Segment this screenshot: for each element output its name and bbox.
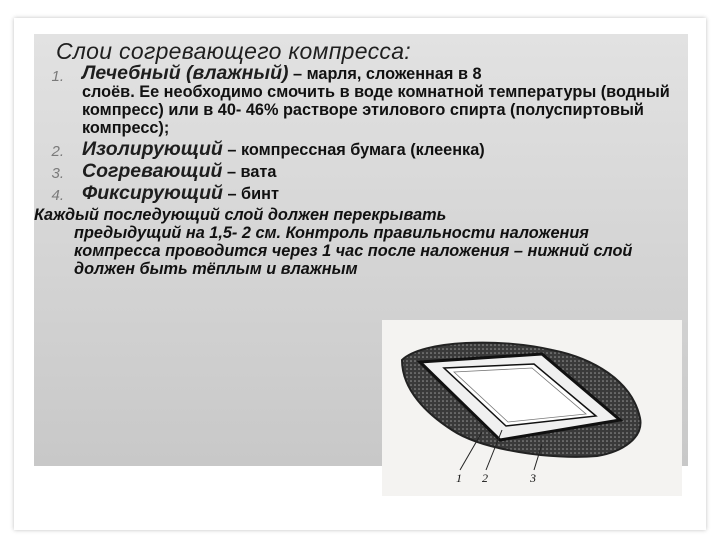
figure-label-1: 1 <box>456 471 462 485</box>
layer-term-3: Согревающий <box>82 160 223 182</box>
compress-layers-drawing <box>382 320 682 496</box>
figure-label-2: 2 <box>482 471 488 485</box>
list-number-2: 2. <box>51 143 64 160</box>
layer-desc-1-first: – марля, сложенная в 8 <box>288 65 482 83</box>
layer-term-2: Изолирующий <box>82 138 223 160</box>
list-number-3: 3. <box>51 165 64 182</box>
list-number-1: 1. <box>51 68 64 85</box>
list-item-4 <box>34 184 674 203</box>
closing-first-line: Каждый последующий слой должен перекрывать <box>34 206 447 224</box>
layer-desc-2: – компрессная бумага (клеенка) <box>222 141 485 159</box>
layer-desc-3: – вата <box>222 163 277 181</box>
closing-paragraph <box>34 206 674 278</box>
list-item-1 <box>34 64 674 83</box>
closing-continuation: предыдущий на 1,5- 2 см. Контроль правильности наложения компресса проводится через 1 час после наложения – нижний слой должен быть тёплым и влажным <box>74 224 633 278</box>
list-item-2 <box>34 140 674 159</box>
layer-term-4: Фиксирующий <box>82 182 223 204</box>
layer-desc-1-continuation: слоёв. Ее необходимо смочить в воде комнатной температуры (водный компресс) или в 40- 46% растворе этилового спирта (полуспиртовый компресс); <box>82 83 670 137</box>
compress-illustration <box>382 320 682 496</box>
layers-list <box>34 64 674 278</box>
figure-label-3: 3 <box>530 471 536 485</box>
layer-desc-4: – бинт <box>222 185 279 203</box>
list-number-4: 4. <box>51 187 64 204</box>
slide-title: Слои согревающего компресса: <box>56 38 411 64</box>
list-item-3 <box>34 162 674 181</box>
layer-term-1: Лечебный (влажный) <box>82 62 289 84</box>
